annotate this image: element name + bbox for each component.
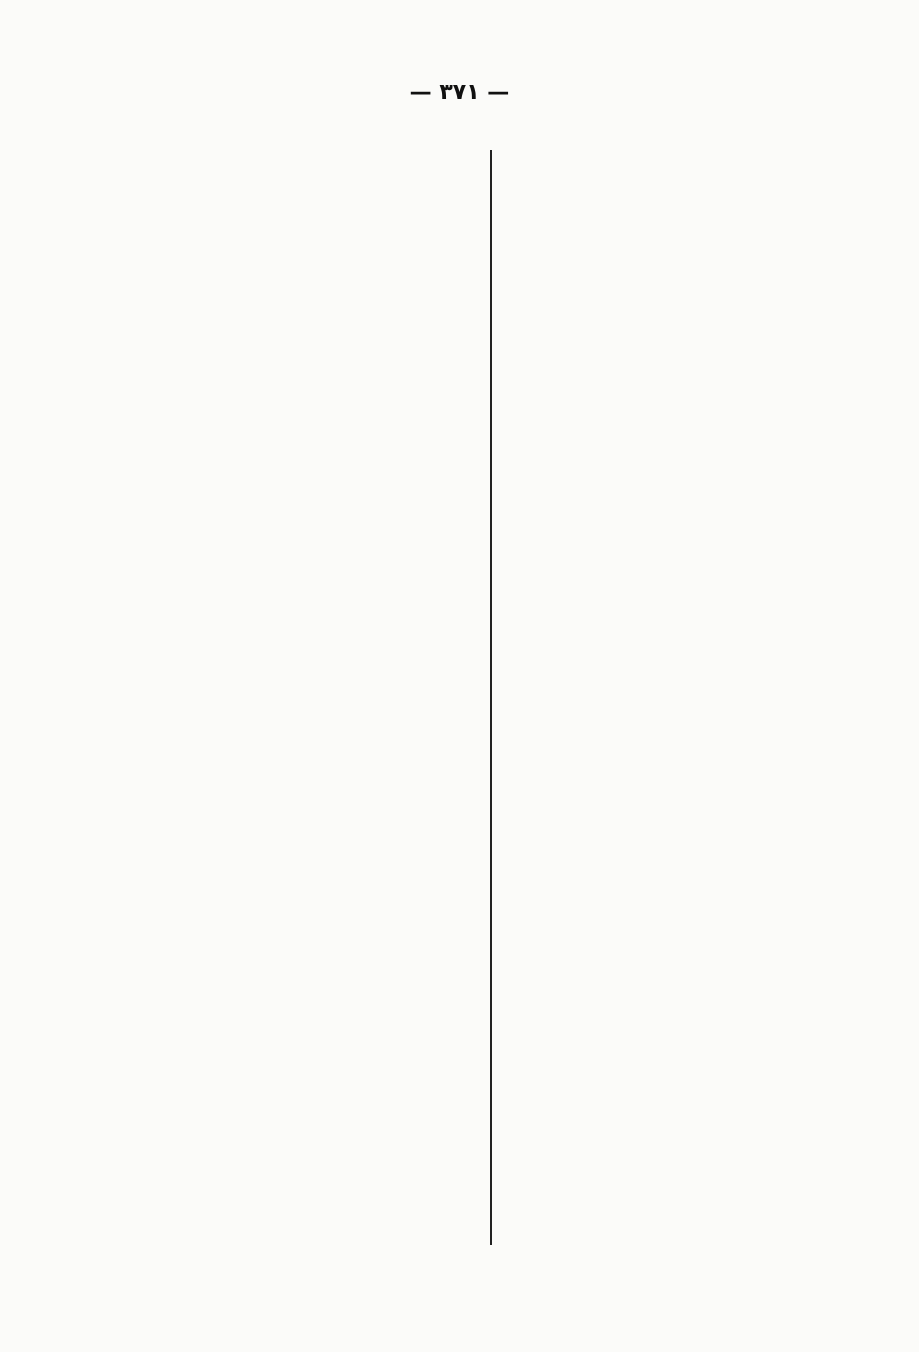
column-divider	[490, 150, 492, 1245]
page-number: — ٣٧١ —	[409, 80, 510, 105]
